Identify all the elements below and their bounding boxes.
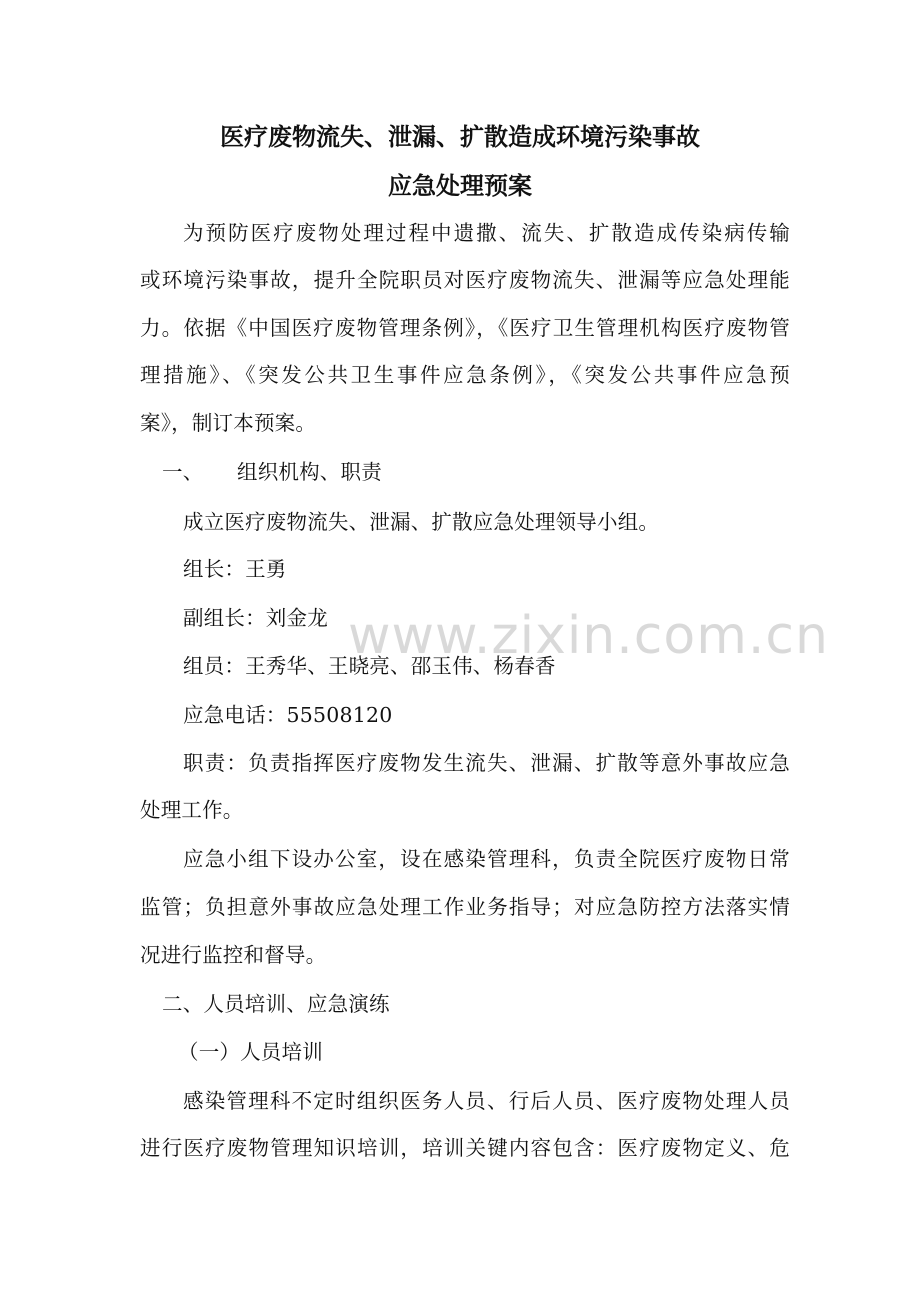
document-title-line-1: 医疗废物流失、泄漏、扩散造成环境污染事故	[220, 123, 700, 151]
section-2-heading: 二、人员培训、应急演练	[162, 992, 390, 1016]
group-sentence: 成立医疗废物流失、泄漏、扩散应急处理领导小组。	[183, 510, 660, 534]
training-line-1: 感染管理科不定时组织医务人员、行后人员、医疗废物处理人员	[183, 1089, 790, 1113]
section-1-number: 一、	[162, 460, 204, 484]
watermark-text: www.zixin.com.cn	[348, 606, 829, 666]
group-leader: 组长：王勇	[183, 557, 287, 581]
office-line-2: 监管；负担意外事故应急处理工作业务指导；对应急防控方法落实情	[140, 895, 790, 919]
group-deputy: 副组长：刘金龙	[183, 606, 328, 630]
duty-line-2: 处理工作。	[140, 798, 244, 822]
office-line-3: 况进行监控和督导。	[140, 943, 327, 967]
document-title-line-2: 应急处理预案	[388, 172, 532, 200]
group-members: 组员：王秀华、王晓亮、邵玉伟、杨春香	[183, 654, 556, 678]
emergency-phone: 应急电话：55508120	[183, 703, 393, 727]
section-2-sub-heading: （一）人员培训	[178, 1040, 323, 1064]
intro-line-1: 为预防医疗废物处理过程中遗撒、流失、扩散造成传染病传输	[183, 221, 790, 245]
section-1-heading: 组织机构、职责	[237, 460, 382, 484]
intro-line-5: 案》，制订本预案。	[140, 411, 317, 435]
training-line-2: 进行医疗废物管理知识培训，培训关键内容包含：医疗废物定义、危	[140, 1136, 790, 1160]
duty-line-1: 职责：负责指挥医疗废物发生流失、泄漏、扩散等意外事故应急	[183, 751, 790, 775]
intro-line-4: 理措施》、《突发公共卫生事件应急条例》，《突发公共事件应急预	[140, 363, 790, 387]
office-line-1: 应急小组下设办公室，设在感染管理科，负责全院医疗废物日常	[183, 847, 790, 871]
intro-line-3: 力。依据《中国医疗废物管理条例》，《医疗卫生管理机构医疗废物管	[140, 316, 790, 340]
intro-line-2: 或环境污染事故，提升全院职员对医疗废物流失、泄漏等应急处理能	[140, 268, 790, 292]
